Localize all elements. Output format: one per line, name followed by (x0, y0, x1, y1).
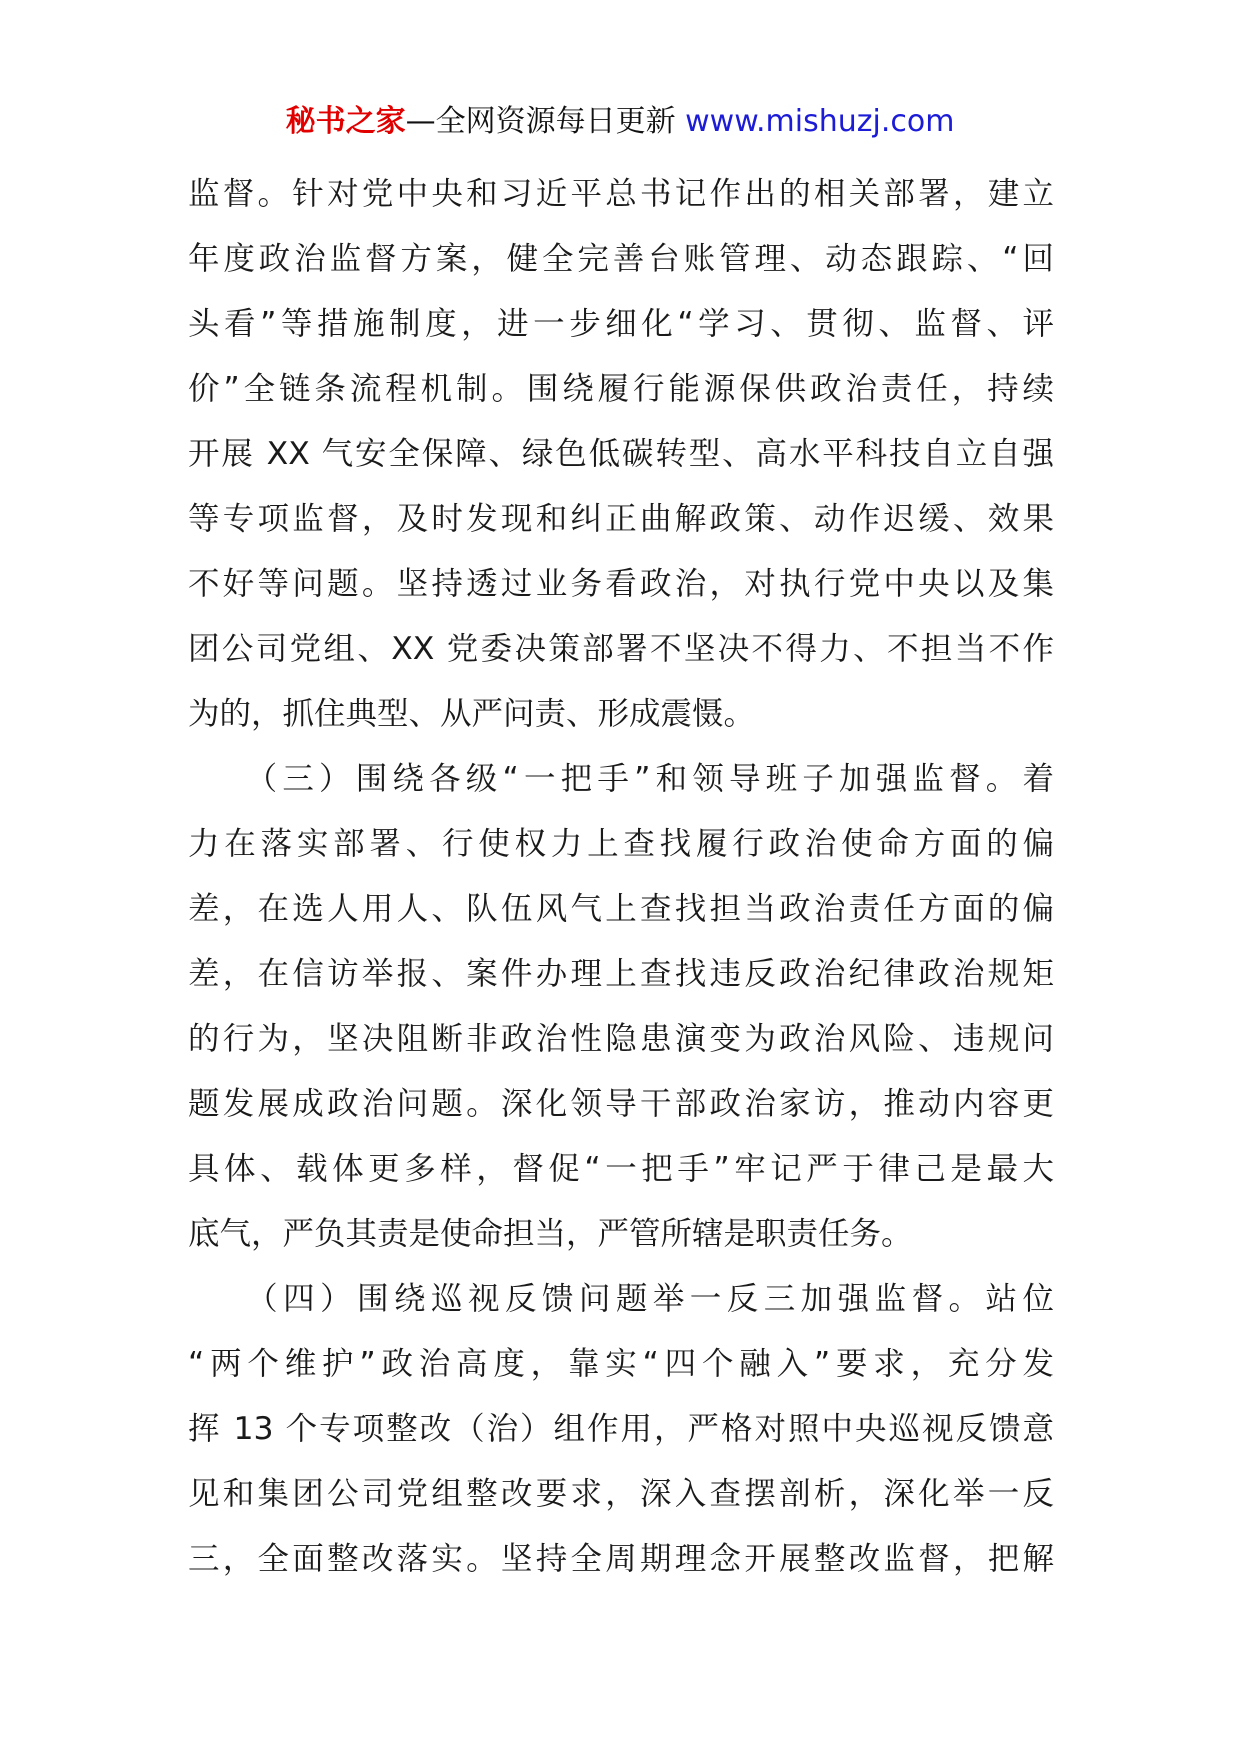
body-line: 开展 XX 气安全保障、绿色低碳转型、高水平科技自立自强 (188, 436, 1054, 472)
body-line: “两个维护”政治高度，靠实“四个融入”要求，充分发 (188, 1346, 1054, 1382)
body-line: 的行为，坚决阻断非政治性隐患演变为政治风险、违规问 (188, 1021, 1054, 1057)
page-header (0, 100, 1240, 144)
body-line: 价”全链条流程机制。围绕履行能源保供政治责任，持续 (188, 371, 1054, 407)
body-line: 年度政治监督方案，健全完善台账管理、动态跟踪、“回 (188, 241, 1054, 277)
body-line: 头看”等措施制度，进一步细化“学习、贯彻、监督、评 (188, 306, 1054, 342)
body-line: 挥 13 个专项整改（治）组作用，严格对照中央巡视反馈意 (188, 1411, 1054, 1447)
body-line: 差，在选人用人、队伍风气上查找担当政治责任方面的偏 (188, 891, 1054, 927)
header-url-link[interactable]: www.mishuzj.com (685, 104, 955, 139)
body-line: 具体、载体更多样，督促“一把手”牢记严于律己是最大 (188, 1151, 1054, 1187)
header-brand: 秘书之家 (285, 104, 406, 139)
section-heading-line: （四）围绕巡视反馈问题举一反三加强监督。站位 (188, 1281, 1054, 1317)
body-line: 底气，严负其责是使命担当，严管所辖是职责任务。 (188, 1216, 913, 1252)
body-line: 监督。针对党中央和习近平总书记作出的相关部署，建立 (188, 176, 1054, 212)
body-line: 团公司党组、XX 党委决策部署不坚决不得力、不担当不作 (188, 631, 1054, 667)
body-line: 为的，抓住典型、从严问责、形成震慑。 (188, 696, 756, 732)
body-line: 差，在信访举报、案件办理上查找违反政治纪律政治规矩 (188, 956, 1054, 992)
body-line: 不好等问题。坚持透过业务看政治，对执行党中央以及集 (188, 566, 1054, 602)
body-line: 题发展成政治问题。深化领导干部政治家访，推动内容更 (188, 1086, 1054, 1122)
body-line: 等专项监督，及时发现和纠正曲解政策、动作迟缓、效果 (188, 501, 1054, 537)
body-line: 力在落实部署、行使权力上查找履行政治使命方面的偏 (188, 826, 1054, 862)
header-slogan: —全网资源每日更新 (405, 104, 676, 139)
body-line: 见和集团公司党组整改要求，深入查摆剖析，深化举一反 (188, 1476, 1054, 1512)
section-heading-line: （三）围绕各级“一把手”和领导班子加强监督。着 (188, 761, 1054, 797)
document-body (188, 162, 1054, 1592)
body-line: 三，全面整改落实。坚持全周期理念开展整改监督，把解 (188, 1541, 1054, 1577)
